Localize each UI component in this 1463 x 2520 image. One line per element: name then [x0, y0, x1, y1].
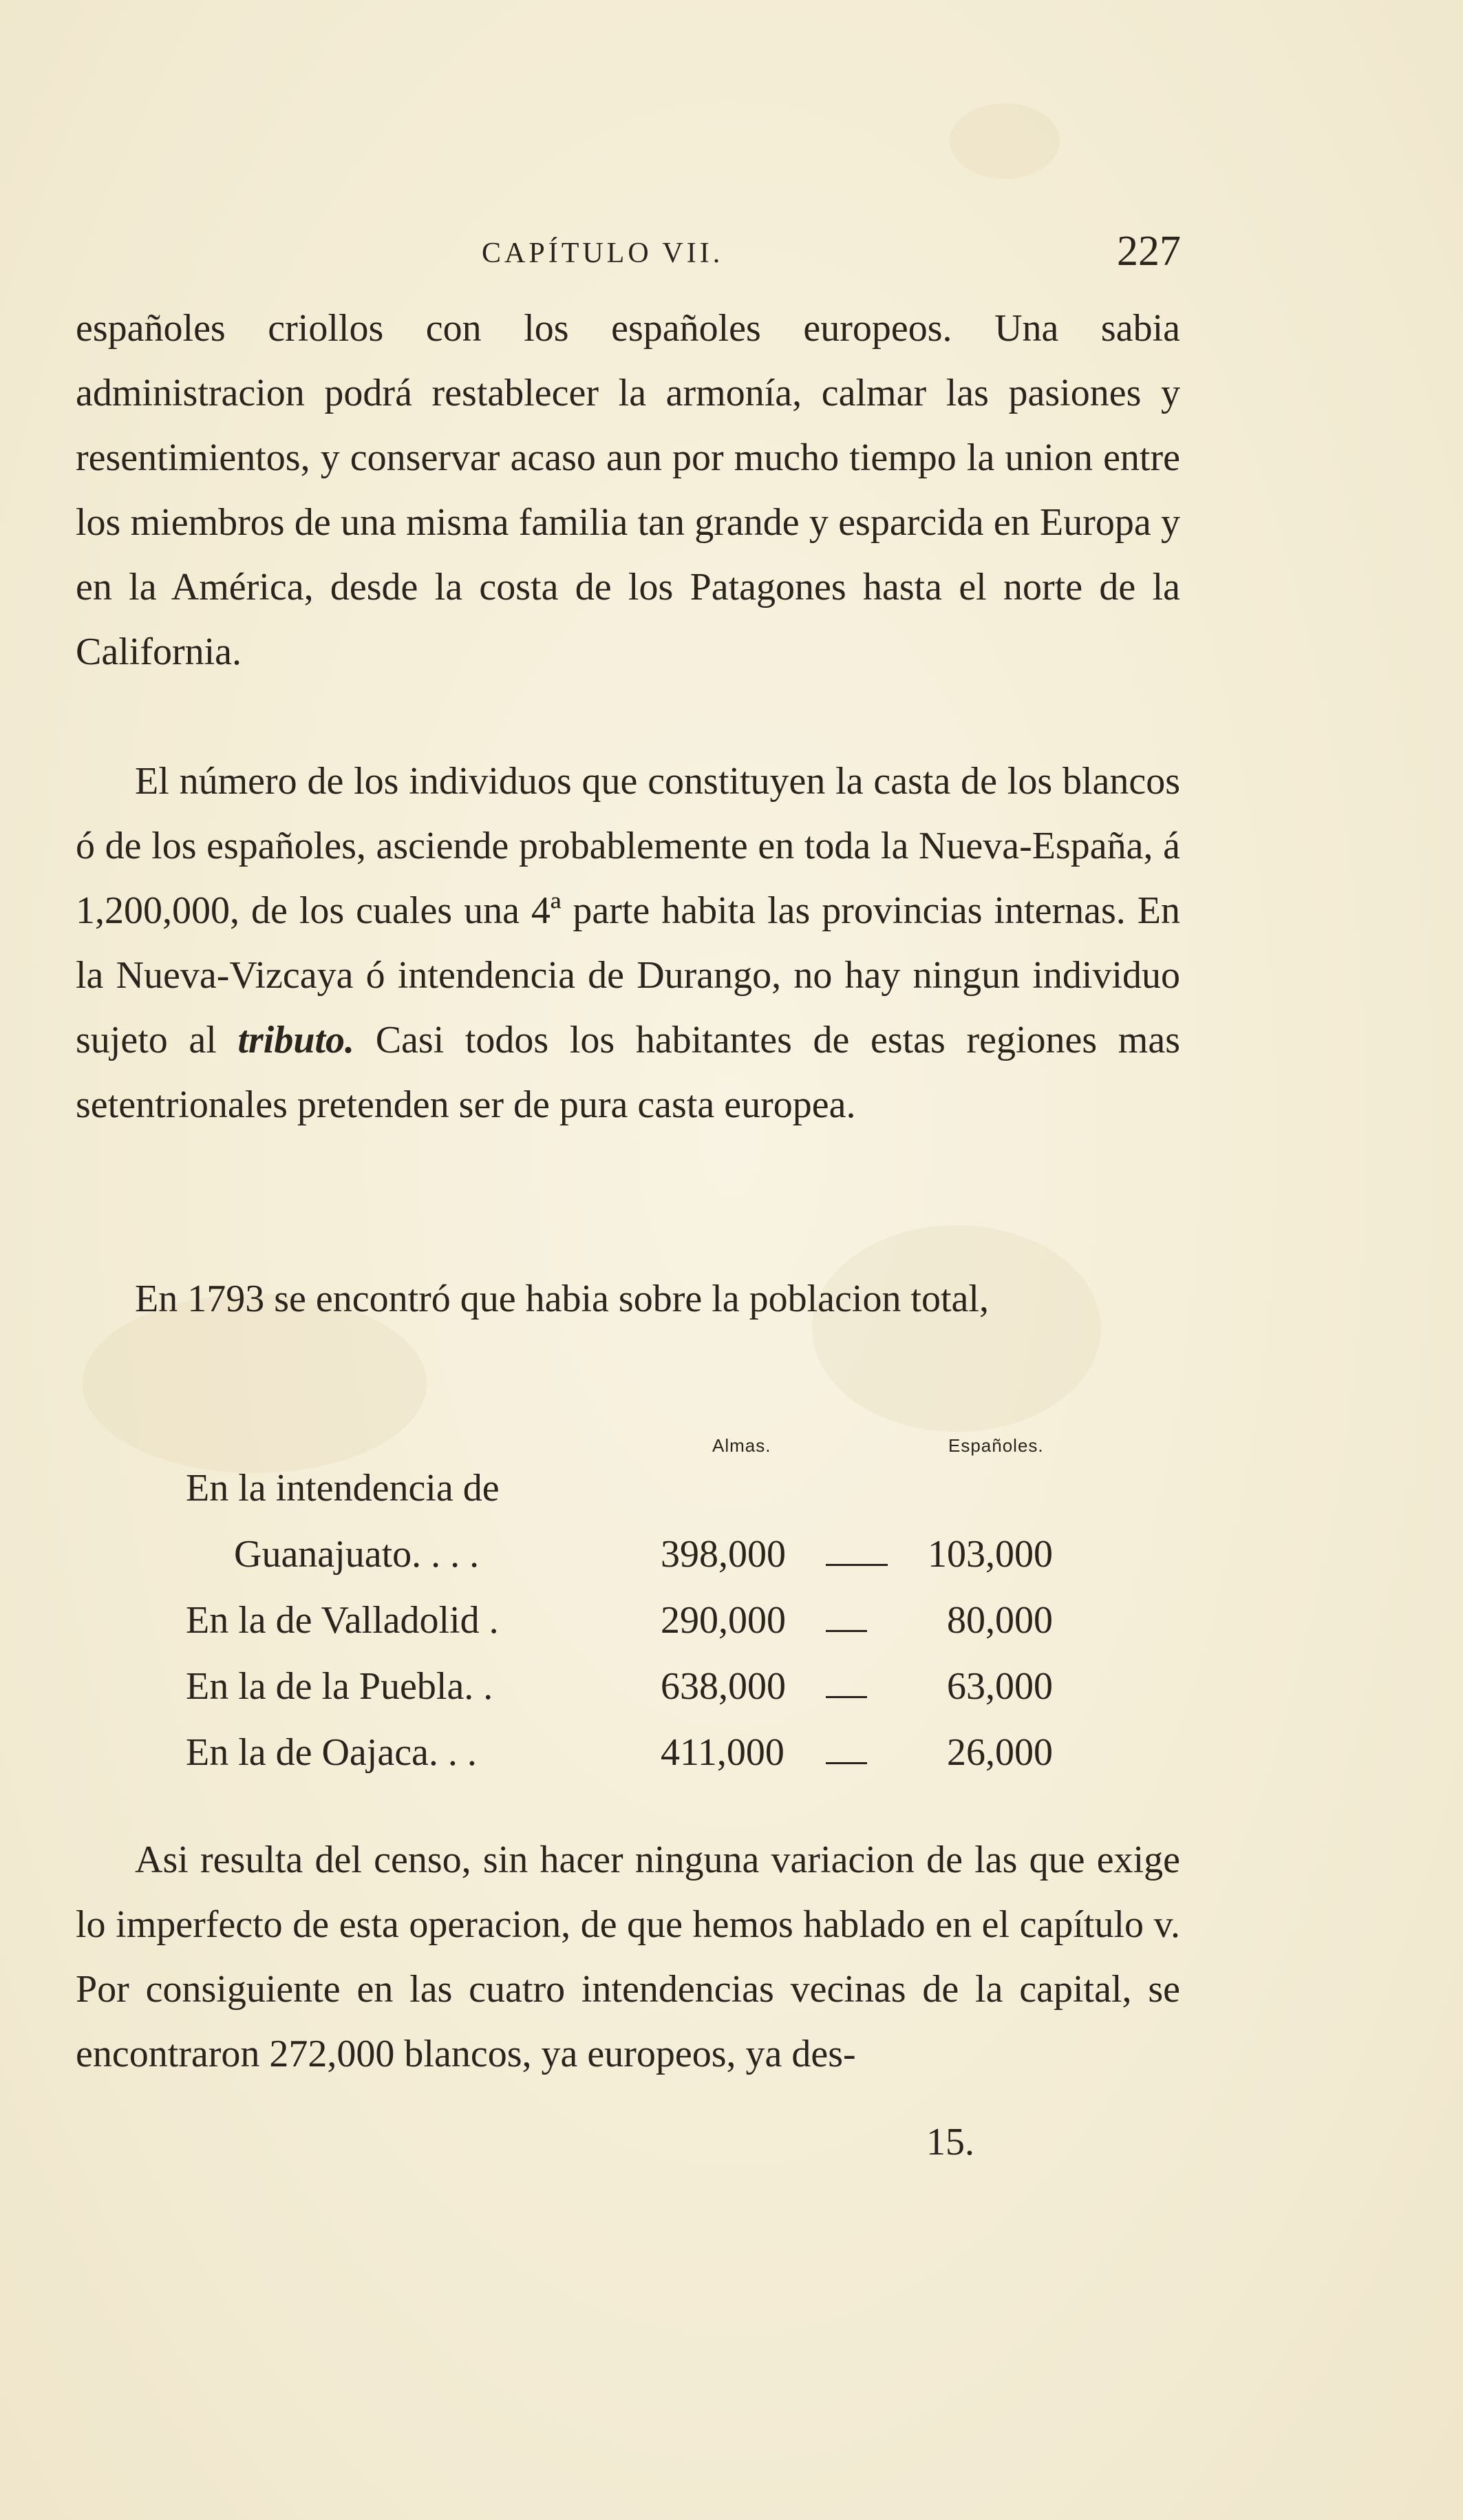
paragraph-text-tail: Casi todos los habitantes de estas regiones mas setentrionales pretenden ser de pura casta europea.	[76, 1019, 1180, 1126]
paragraph-1	[76, 296, 1180, 684]
running-title: CAPÍTULO VII.	[482, 237, 724, 269]
census-table	[186, 1466, 1080, 1797]
paragraph-text: En 1793 se encontró que habia sobre la poblacion total,	[135, 1278, 989, 1320]
paper-stain	[950, 103, 1060, 179]
paragraph-text: Asi resulta del censo, sin hacer ninguna variacion de las que exige lo imperfecto de esta operacion, de que hemos hablado en el capítulo v. Por consiguiente en las cuatro intendencias vecinas de la capital, se encontraron 272,000 blancos, ya europeos, ya des-	[76, 1839, 1180, 2075]
paragraph-text: españoles criollos con los españoles europeos. Una sabia administracion podrá restablecer la armonía, calmar las pasiones y resentimientos, y conservar acaso aun por mucho tiempo la union entre los miembros de una misma familia tan grande y esparcida en Europa y en la América, desde la costa de los Patagones hasta el norte de la California.	[76, 307, 1180, 673]
espanoles-value: 63,000	[947, 1665, 1053, 1708]
page-number: 227	[1117, 228, 1181, 275]
table-row	[186, 1532, 1080, 1598]
table-row	[186, 1730, 1080, 1797]
row-label: En la de Oajaca. . .	[186, 1731, 477, 1774]
table-row	[186, 1664, 1080, 1730]
almas-value: 290,000	[661, 1599, 786, 1642]
signature-mark: 15.	[926, 2121, 974, 2163]
almas-value: 411,000	[661, 1731, 784, 1774]
column-header-almas: Almas.	[712, 1435, 771, 1456]
row-label: En la de la Puebla. .	[186, 1665, 493, 1708]
paragraph-2	[76, 749, 1180, 1137]
espanoles-value: 103,000	[928, 1533, 1053, 1576]
espanoles-value: 80,000	[947, 1599, 1053, 1642]
page-header	[76, 227, 1181, 282]
espanoles-value: 26,000	[947, 1731, 1053, 1774]
row-label: En la de Valladolid .	[186, 1599, 499, 1642]
paragraph-3	[76, 1267, 1180, 1331]
table-row	[186, 1466, 1080, 1532]
almas-value: 398,000	[661, 1533, 786, 1576]
paragraph-4	[76, 1828, 1180, 2086]
table-row	[186, 1598, 1080, 1664]
row-label: En la intendencia de	[186, 1467, 500, 1510]
column-header-espanoles: Españoles.	[948, 1435, 1044, 1456]
paragraph-text-main: El número de los individuos que constituyen la casta de los blancos ó de los españoles, asciende probablemente en toda la Nueva-España, á 1,200,000, de los cuales una 4ª parte habita las provincias internas. En la Nueva-Vizcaya ó intendencia de Durango, no hay ningun individuo sujeto al	[76, 760, 1180, 1061]
italic-term: tributo.	[237, 1019, 355, 1061]
paragraph-text	[76, 749, 1180, 1137]
row-label: Guanajuato. . . .	[234, 1533, 480, 1576]
almas-value: 638,000	[661, 1665, 786, 1708]
